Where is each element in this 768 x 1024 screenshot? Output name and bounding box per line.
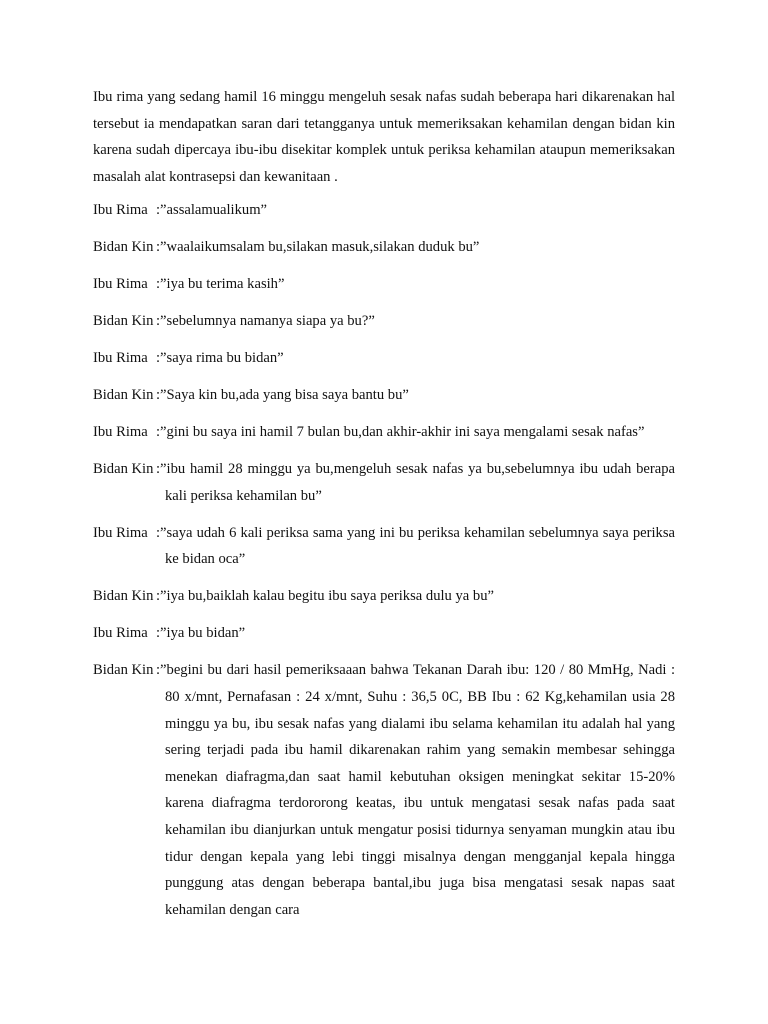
dialog-turn	[93, 271, 675, 298]
speaker-name: Bidan Kin	[93, 387, 154, 404]
dialog-turn	[93, 520, 675, 573]
utterance-text: :”begini bu dari hasil pemeriksaaan bahwa Tekanan Darah ibu: 120 / 80 MmHg, Nadi : 80 x/mnt, Pernafasan : 24 x/mnt, Suhu : 36,5 0C, BB Ibu : 62 Kg,kehamilan usia 28 minggu ya bu, ibu sesak nafas yang dialami ibu selama kehamilan itu adalah hal yang sering terjadi pada ibu hamil dikarenakan rahim yang semakin membesar sehingga menekan diafragma,dan saat hamil kebutuhan oksigen meningkat sekitar 15-20% karena diafragma terdororong keatas, ibu untuk mengatasi sesak nafas pada saat kehamilan ibu dianjurkan untuk mengatur posisi tidurnya senyaman mungkin atau ibu tidur dengan kepala yang lebi tinggi misalnya dengan mengganjal kepala hingga punggung atas dengan beberapa bantal,ibu juga bisa mengatasi sesak napas saat kehamilan dengan cara	[156, 662, 675, 918]
utterance-text: :”saya udah 6 kali periksa sama yang ini bu periksa kehamilan sebelumnya saya periksa ke bidan oca”	[156, 524, 675, 568]
speaker-name: Bidan Kin	[93, 239, 154, 256]
utterance-text: :”saya rima bu bidan”	[156, 350, 284, 367]
utterance-text: :”iya bu,baiklah kalau begitu ibu saya periksa dulu ya bu”	[156, 588, 494, 605]
dialog-turn	[93, 419, 675, 446]
speaker-name: Ibu Rima	[93, 424, 148, 441]
dialog-turn	[93, 382, 675, 409]
utterance-text: :”sebelumnya namanya siapa ya bu?”	[156, 313, 375, 330]
dialog-turn	[93, 583, 675, 610]
utterance-text: :”iya bu bidan”	[156, 625, 246, 642]
speaker-name: Bidan Kin	[93, 461, 154, 478]
speaker-name: Ibu Rima	[93, 350, 148, 367]
dialog-list	[93, 197, 675, 923]
utterance-text: :”assalamualikum”	[156, 202, 268, 219]
dialog-turn	[93, 456, 675, 509]
intro-paragraph: Ibu rima yang sedang hamil 16 minggu mengeluh sesak nafas sudah beberapa hari dikarenakan hal tersebut ia mendapatkan saran dari tetangganya untuk memeriksakan kehamilan dengan bidan kin karena sudah dipercaya ibu-ibu disekitar komplek untuk periksa kehamilan ataupun memeriksakan masalah alat kontrasepsi dan kewanitaan .	[93, 89, 675, 185]
dialog-turn	[93, 197, 675, 224]
speaker-name: Ibu Rima	[93, 625, 148, 642]
utterance-text: :”iya bu terima kasih”	[156, 276, 285, 293]
document-page	[93, 84, 675, 934]
speaker-name: Bidan Kin	[93, 313, 154, 330]
dialog-turn	[93, 620, 675, 647]
dialog-turn	[93, 657, 675, 923]
utterance-text: :”ibu hamil 28 minggu ya bu,mengeluh sesak nafas ya bu,sebelumnya ibu udah berapa kali periksa kehamilan bu”	[156, 461, 675, 504]
dialog-turn	[93, 234, 675, 261]
dialog-turn	[93, 308, 675, 335]
dialog-turn	[93, 345, 675, 372]
speaker-name: Ibu Rima	[93, 276, 148, 293]
utterance-text: :”Saya kin bu,ada yang bisa saya bantu bu”	[156, 387, 409, 404]
speaker-name: Bidan Kin	[93, 588, 154, 605]
speaker-name: Ibu Rima	[93, 524, 148, 541]
speaker-name: Bidan Kin	[93, 662, 154, 679]
utterance-text: :”waalaikumsalam bu,silakan masuk,silakan duduk bu”	[156, 239, 480, 256]
utterance-text: :”gini bu saya ini hamil 7 bulan bu,dan akhir-akhir ini saya mengalami sesak nafas”	[156, 424, 645, 441]
speaker-name: Ibu Rima	[93, 202, 148, 219]
